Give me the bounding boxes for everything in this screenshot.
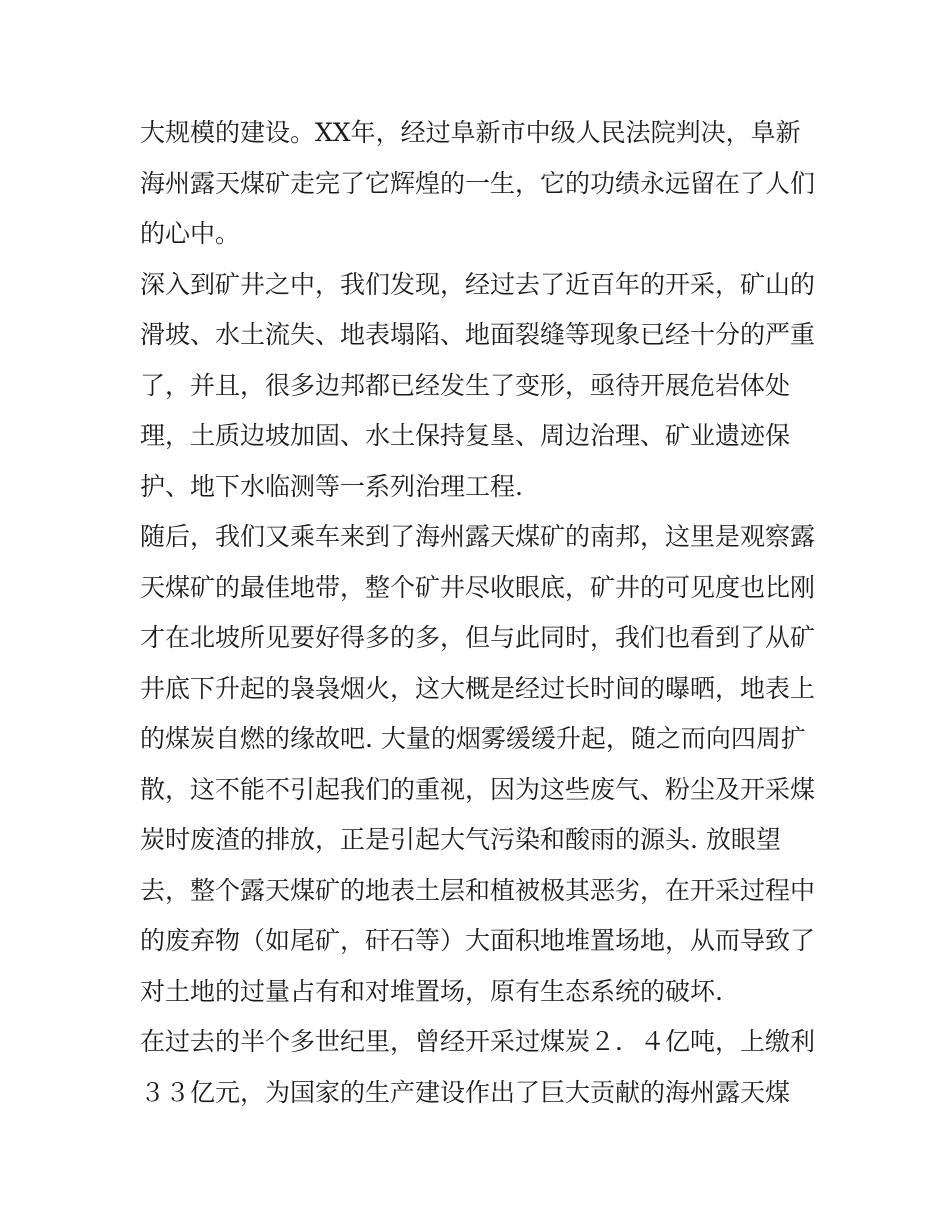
text-line-12: 井底下升起的袅袅烟火，这大概是经过长时间的曝晒，地表上 xyxy=(140,673,816,703)
text-line-9: 随后，我们又乘车来到了海州露天煤矿的南邦，这里是观察露 xyxy=(140,522,816,551)
text-line-15: 炭时废渣的排放，正是引起大气污染和酸雨的源头. 放眼望 xyxy=(140,825,781,854)
text-line-3: 的心中。 xyxy=(140,219,241,248)
text-line-20: ３３亿元，为国家的生产建设作出了巨大贡献的海州露天煤 xyxy=(140,1077,791,1107)
text-line-14: 散，这不能不引起我们的重视，因为这些废气、粉尘及开采煤 xyxy=(140,774,816,804)
text-line-13: 的煤炭自燃的缘故吧. 大量的烟雾缓缓升起，随之而向四周扩 xyxy=(140,724,806,753)
text-line-4: 深入到矿井之中，我们发现，经过去了近百年的开采，矿山的 xyxy=(140,269,816,299)
text-line-18: 对土地的过量占有和对堆置场，原有生态系统的破坏. xyxy=(140,976,723,1006)
text-line-10: 天煤矿的最佳地带，整个矿井尽收眼底，矿井的可见度也比刚 xyxy=(140,572,816,602)
document-body xyxy=(140,108,820,1118)
text-line-1: 大规模的建设。XX年，经过阜新市中级人民法院判决，阜新 xyxy=(140,118,801,147)
text-line-19: 在过去的半个多世纪里，曾经开采过煤炭２．４亿吨，上缴利 xyxy=(140,1027,816,1056)
text-line-8: 护、地下水临测等一系列治理工程. xyxy=(140,471,523,501)
text-line-16: 去，整个露天煤矿的地表土层和植被极其恶劣，在开采过程中 xyxy=(140,875,816,905)
text-line-11: 才在北坡所见要好得多的多，但与此同时，我们也看到了从矿 xyxy=(140,623,816,652)
text-line-7: 理，土质边坡加固、水土保持复垦、周边治理、矿业遗迹保 xyxy=(140,421,791,450)
text-line-6: 了，并且，很多边邦都已经发生了变形，亟待开展危岩体处 xyxy=(140,370,791,400)
text-line-2: 海州露天煤矿走完了它辉煌的一生，它的功绩永远留在了人们 xyxy=(140,168,816,198)
text-line-17: 的废弃物（如尾矿，矸石等）大面积地堆置场地，从而导致了 xyxy=(140,926,816,955)
text-line-5: 滑坡、水土流失、地表塌陷、地面裂缝等现象已经十分的严重 xyxy=(140,320,816,349)
